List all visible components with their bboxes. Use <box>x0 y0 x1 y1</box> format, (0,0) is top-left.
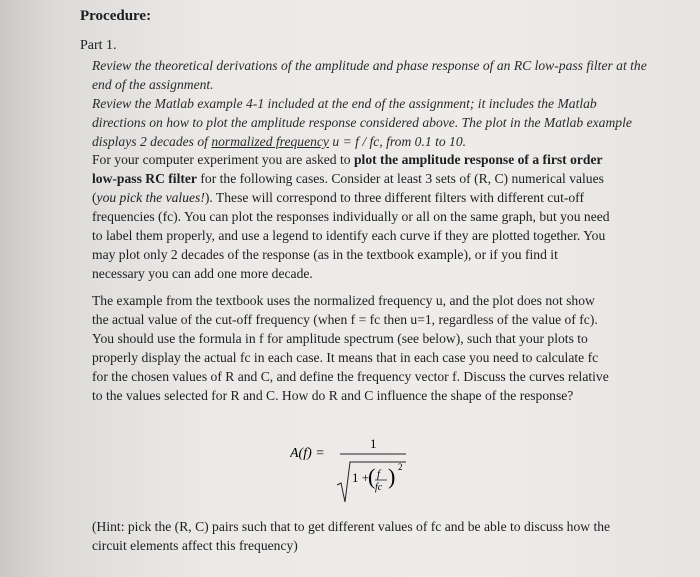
paren-left: ( <box>368 464 376 489</box>
formula-one-plus: 1 + <box>352 470 370 485</box>
procedure-heading: Procedure: <box>80 8 152 24</box>
formula-lhs: A(f) = <box>290 446 325 461</box>
part-1-heading: Part 1. <box>80 38 117 53</box>
intro-line-2 <box>92 94 652 151</box>
hint-text: (Hint: pick the (R, C) pairs such that to get different values of fc and be able to discuss how the circuit elements affect this frequency) <box>92 519 611 553</box>
para1-text-a: For your computer experiment you are asked to <box>92 152 354 167</box>
intro-line-1: Review the theoretical derivations of the amplitude and phase response of an RC low-pass filter at the end of the assignment. <box>92 58 647 92</box>
amplitude-formula <box>290 430 430 510</box>
paragraph-computer-experiment <box>92 150 612 283</box>
normalized-frequency-link: normalized frequency <box>211 134 329 149</box>
intro-line-2-end: u = f / fc, from 0.1 to 10. <box>328 134 467 149</box>
intro-instructions <box>92 56 652 151</box>
para1-bold: plot the amplitude response of a first order low-pass RC filter <box>92 152 603 186</box>
formula-f: f <box>377 468 381 480</box>
para1-text-c: for the following cases. Consider at least 3 sets of (R, C) numerical values ( <box>92 171 604 205</box>
paragraph-textbook-example: The example from the textbook uses the normalized frequency u, and the plot does not show the actual value of the cut-off frequency (when f = fc then u=1, regardless of the value of fc). You should use the formula in f for amplitude spectrum (see below), such that your plots to properly display the actual fc in each case. It means that in each case you need to calculate fc for the chosen values of R and C, and define the frequency vector f. Discuss the curves relative to the values selected for R and C. How do R and C influence the shape of the response? <box>92 293 609 403</box>
intro-line-2-text: Review the Matlab example 4-1 included at the end of the assignment; it includes the Matlab directions on how to plot the amplitude response considered above. The plot in the Matlab example displays 2 decades of <box>92 96 632 149</box>
para1-text-e: ). These will correspond to three different filters with different cut-off frequencies (fc). You can plot the responses individually or all on the same graph, but you need to label them properly, and use a legend to identify each curve if they are plotted together. You may plot only 2 decades of the response (as in the textbook example), or if you find it necessary you can add one more decade. <box>92 190 610 281</box>
formula-fc: fc <box>375 482 383 493</box>
formula-exponent: 2 <box>398 462 403 472</box>
formula-numerator: 1 <box>370 436 377 451</box>
para1-italic: you pick the values! <box>96 190 205 205</box>
paren-right: ) <box>388 464 396 489</box>
